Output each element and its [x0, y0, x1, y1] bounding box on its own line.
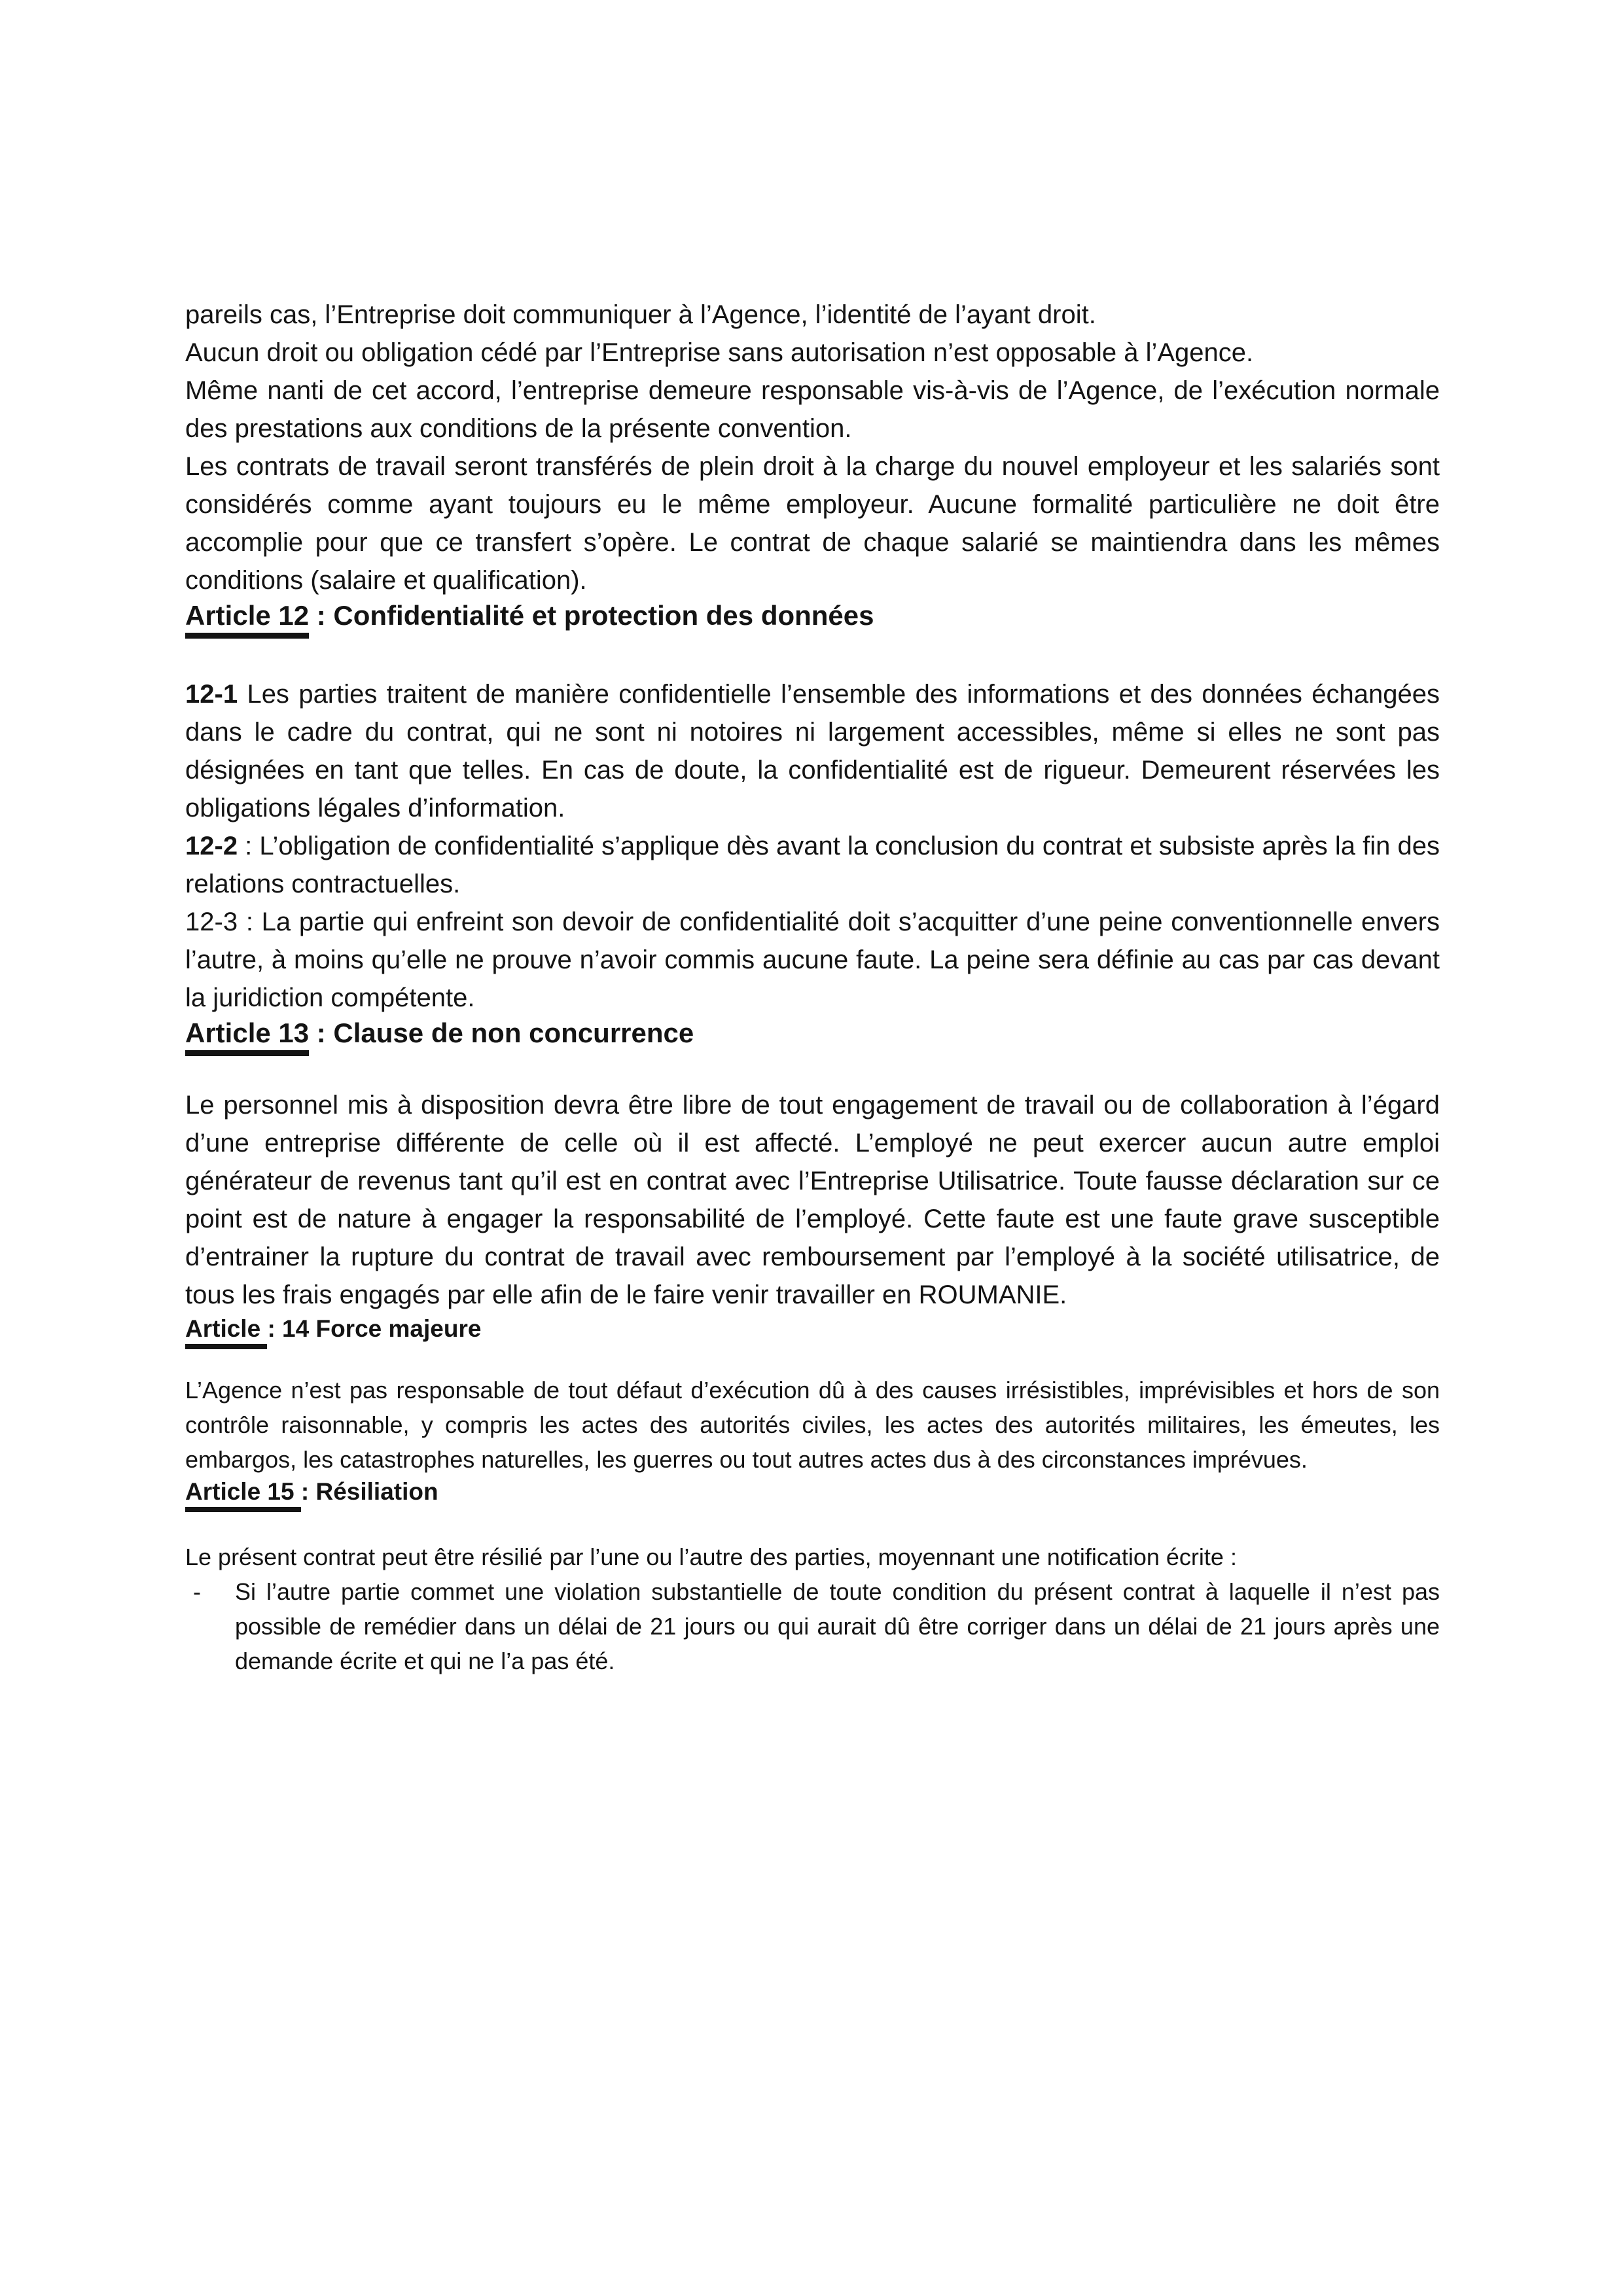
article-13-heading [185, 1017, 1440, 1050]
clause-12-2 [185, 827, 1440, 903]
paragraph-resiliation-intro: Le présent contrat peut être résilié par l’une ou l’autre des parties, moyennant une notification écrite : [185, 1544, 1237, 1570]
article-13-title: : Clause de non concurrence [309, 1017, 694, 1048]
paragraph-cession-opposabilite: Aucun droit ou obligation cédé par l’Entreprise sans autorisation n’est opposable à l’Agence. [185, 338, 1254, 367]
clause-12-2-label: 12-2 [185, 832, 238, 860]
paragraph-responsabilite-execution: Même nanti de cet accord, l’entreprise demeure responsable vis-à-vis de l’Agence, de l’exécution normale des prestations aux conditions de la présente convention. [185, 376, 1440, 443]
clause-12-1-text: Les parties traitent de manière confidentielle l’ensemble des informations et des données échangées dans le cadre du contrat, qui ne sont ni notoires ni largement accessibles, même si elles ne sont pas désignées en tant que telles. En cas de doute, la confidentialité est de rigueur. Demeurent réservées les obligations légales d’information. [185, 680, 1440, 822]
bullet-text: Si l’autre partie commet une violation substantielle de toute condition du présent contrat à laquelle il n’est pas possible de remédier dans un délai de 21 jours ou qui aurait dû être corriger dans un délai de 21 jours après une demande écrite et qui ne l’a pas été. [235, 1578, 1440, 1674]
bullet-item-violation [185, 1574, 1440, 1678]
clause-12-1-label: 12-1 [185, 680, 238, 709]
paragraph-force-majeure: L’Agence n’est pas responsable de tout défaut d’exécution dû à des causes irrésistibles, imprévisibles et hors de son contrôle raisonnable, y compris les actes des autorités civiles, les actes des autorités militaires, les émeutes, les embargos, les catastrophes naturelles, les guerres ou tout autres actes dus à des circonstances imprévues. [185, 1377, 1440, 1473]
article-15-number: Article 15 [185, 1478, 301, 1512]
article-12-title: : Confidentialité et protection des données [309, 600, 874, 631]
article-14-number: Article [185, 1315, 267, 1349]
clause-12-2-text: : L’obligation de confidentialité s’applique dès avant la conclusion du contrat et subsiste après la fin des relations contractuelles. [185, 832, 1440, 898]
article-13-number: Article 13 [185, 1017, 309, 1056]
paragraph-transfert-contrats: Les contrats de travail seront transférés de plein droit à la charge du nouvel employeur et les salariés sont considérés comme ayant toujours eu le même employeur. Aucune formalité particulière ne doit être accomplie pour que ce transfert s’opère. Le contrat de chaque salarié se maintiendra dans les mêmes conditions (salaire et qualification). [185, 452, 1440, 595]
article-15-heading [185, 1477, 1440, 1507]
clause-12-1 [185, 675, 1440, 827]
bullet-dash: - [193, 1578, 201, 1605]
article-12-number: Article 12 [185, 600, 309, 639]
article-15-title: : Résiliation [300, 1478, 438, 1505]
clause-12-3: 12-3 : La partie qui enfreint son devoir de confidentialité doit s’acquitter d’une peine conventionnelle envers l’autre, à moins qu’elle ne prouve n’avoir commis aucune faute. La peine sera définie au cas par cas devant la juridiction compétente. [185, 908, 1440, 1012]
article-12-heading [185, 599, 1440, 632]
article-14-heading [185, 1314, 1440, 1344]
paragraph-non-concurrence: Le personnel mis à disposition devra être libre de tout engagement de travail ou de collaboration à l’égard d’une entreprise différente de celle où il est affecté. L’employé ne peut exercer aucun autre emploi générateur de revenus tant qu’il est en contrat avec l’Entreprise Utilisatrice. Toute fausse déclaration sur ce point est de nature à engager la responsabilité de l’employé. Cette faute est une faute grave susceptible d’entrainer la rupture du contrat de travail avec remboursement par l’employé à la société utilisatrice, de tous les frais engagés par elle afin de le faire venir travailler en ROUMANIE. [185, 1091, 1440, 1309]
paragraph-ayant-droit: pareils cas, l’Entreprise doit communiquer à l’Agence, l’identité de l’ayant droit. [185, 300, 1096, 329]
article-14-title: : 14 Force majeure [267, 1315, 482, 1342]
